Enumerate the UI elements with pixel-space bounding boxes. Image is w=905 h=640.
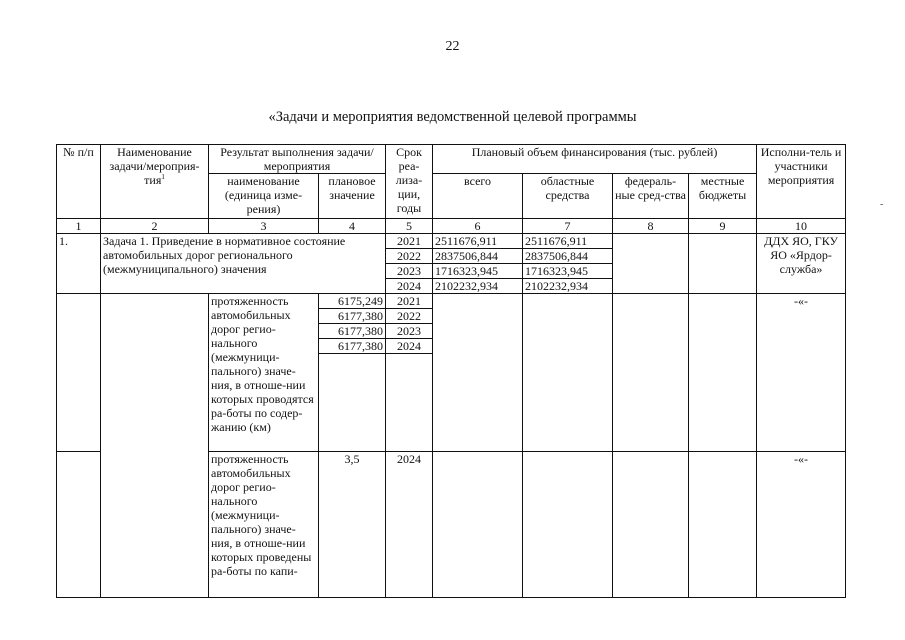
task-number: 1.	[57, 234, 101, 294]
header-number: № п/п	[57, 145, 101, 219]
regional-cell: 2511676,911	[523, 234, 613, 249]
year-cell: 2021	[386, 234, 433, 249]
header-local: местные бюджеты	[689, 174, 757, 219]
header-executor: Исполни-тель и участники мероприятия	[757, 145, 846, 219]
column-number: 10	[757, 219, 846, 234]
task-name: Задача 1. Приведение в нормативное состояние автомобильных дорог регионального (межмуниципального) значения	[101, 234, 386, 294]
column-number: 7	[523, 219, 613, 234]
column-number: 5	[386, 219, 433, 234]
program-table	[56, 144, 846, 598]
column-number: 9	[689, 219, 757, 234]
table-row	[57, 234, 846, 249]
regional-cell: 2102232,934	[523, 279, 613, 294]
result-executor: -«-	[757, 294, 846, 452]
header-task-name: Наименование задачи/мероприя-тия$^1$	[101, 145, 209, 219]
total-cell: 2837506,844	[433, 249, 523, 264]
result-value: 3,5	[319, 452, 386, 598]
task-executor: ДДХ ЯО, ГКУ ЯО «Ярдор-служба»	[757, 234, 846, 294]
header-finance-group: Плановый объем финансирования (тыс. рублей)	[433, 145, 757, 174]
year-cell: 2023	[386, 324, 433, 339]
column-number: 4	[319, 219, 386, 234]
header-result-name: наименование (единица изме-рения)	[209, 174, 319, 219]
result-name: протяженность автомобильных дорог регио-нального (межмуници-пального) значе-ния, в отноше-нии которых проводятся ра-боты по содер-жанию (км)	[209, 294, 319, 452]
header-result-group: Результат выполнения задачи/мероприятия	[209, 145, 386, 174]
year-cell: 2024	[386, 279, 433, 294]
regional-cell: 1716323,945	[523, 264, 613, 279]
table-row	[57, 294, 846, 309]
result-value: 6177,380	[319, 339, 386, 354]
column-number: 6	[433, 219, 523, 234]
column-number: 2	[101, 219, 209, 234]
page-number: 22	[445, 39, 460, 54]
year-cell: 2024	[386, 339, 433, 354]
total-cell: 2102232,934	[433, 279, 523, 294]
table-title: «Задачи и мероприятия ведомственной целевой программы	[268, 109, 637, 125]
total-cell: 1716323,945	[433, 264, 523, 279]
result-value: 6177,380	[319, 309, 386, 324]
column-number: 3	[209, 219, 319, 234]
year-cell: 2024	[386, 452, 433, 598]
header-term: Срок реа-лиза-ции, годы	[386, 145, 433, 219]
column-number: 1	[57, 219, 101, 234]
total-cell: 2511676,911	[433, 234, 523, 249]
header-regional: областные средства	[523, 174, 613, 219]
header-total: всего	[433, 174, 523, 219]
year-cell: 2021	[386, 294, 433, 309]
header-federal: федераль-ные сред-ства	[613, 174, 689, 219]
column-number-row	[57, 219, 846, 234]
result-value: 6177,380	[319, 324, 386, 339]
column-number: 8	[613, 219, 689, 234]
year-cell: 2023	[386, 264, 433, 279]
result-name: протяженность автомобильных дорог регио-нального (межмуници-пального) значе-ния, в отноше-нии которых проведены ра-боты по капи-	[209, 452, 319, 598]
year-cell: 2022	[386, 309, 433, 324]
year-cell: 2022	[386, 249, 433, 264]
header-result-value: плановое значение	[319, 174, 386, 219]
result-value: 6175,249	[319, 294, 386, 309]
margin-mark: -	[880, 199, 884, 210]
regional-cell: 2837506,844	[523, 249, 613, 264]
result-executor: -«-	[757, 452, 846, 598]
